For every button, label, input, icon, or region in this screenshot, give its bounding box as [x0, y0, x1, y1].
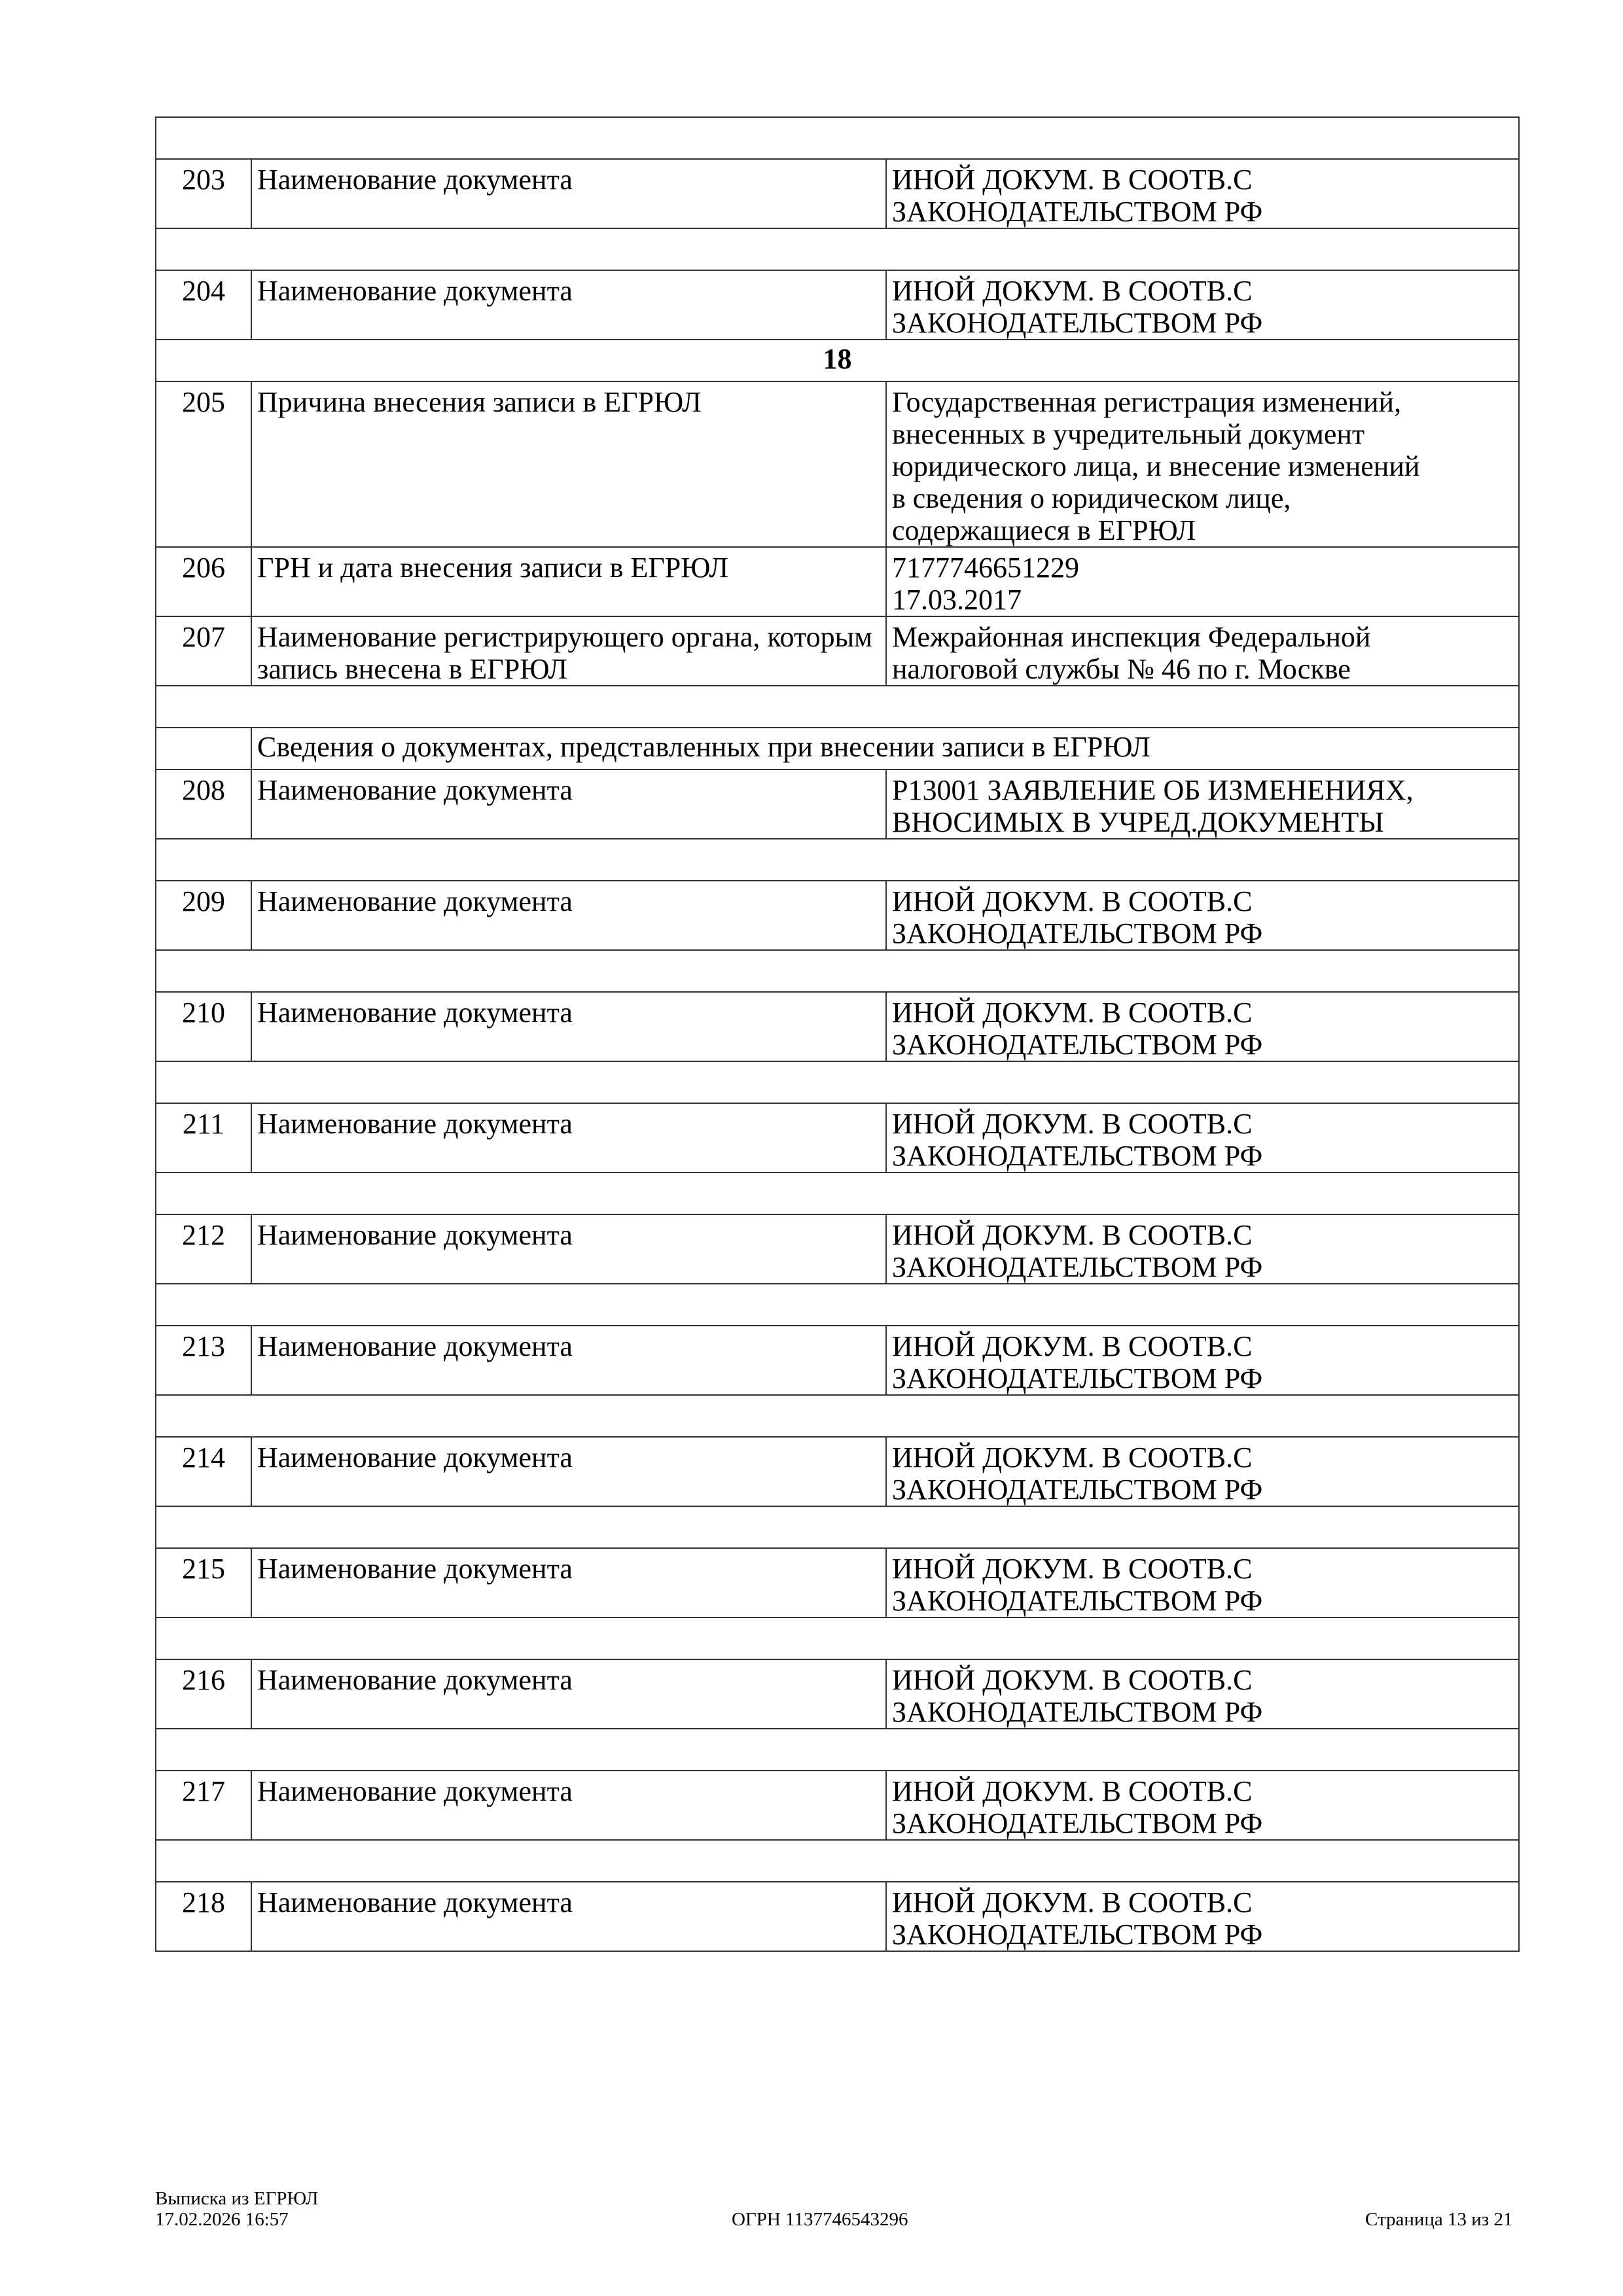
blank-cell — [156, 1173, 1519, 1214]
field-value-line: 17.03.2017 — [892, 584, 1022, 616]
field-value-line: Межрайонная инспекция Федеральной — [892, 621, 1371, 653]
row-number: 211 — [156, 1103, 251, 1173]
footer-doc-title: Выписка из ЕГРЮЛ — [155, 2188, 319, 2209]
field-label: Наименование документа — [251, 1771, 886, 1840]
table-row — [156, 1548, 1519, 1617]
egrul-table — [155, 116, 1520, 1952]
field-value — [886, 1548, 1519, 1617]
field-value — [886, 1882, 1519, 1951]
table-row — [156, 1214, 1519, 1284]
table-row — [156, 270, 1519, 340]
field-label: Наименование документа — [251, 881, 886, 950]
field-value-line: Р13001 ЗАЯВЛЕНИЕ ОБ ИЗМЕНЕНИЯХ, — [892, 774, 1414, 806]
field-value-line: ИНОЙ ДОКУМ. В СООТВ.С — [892, 1775, 1253, 1807]
table-row — [156, 769, 1519, 839]
row-number: 204 — [156, 270, 251, 340]
blank-row — [156, 1395, 1519, 1437]
field-value-line: налоговой службы № 46 по г. Москве — [892, 653, 1351, 685]
table-row — [156, 547, 1519, 616]
table-row — [156, 1882, 1519, 1951]
blank-cell — [156, 839, 1519, 881]
blank-cell — [156, 950, 1519, 992]
blank-row — [156, 117, 1519, 159]
table-row — [156, 1659, 1519, 1729]
row-number: 216 — [156, 1659, 251, 1729]
field-value-line: юридического лица, и внесение изменений — [892, 450, 1420, 482]
field-label: Наименование документа — [251, 1659, 886, 1729]
field-value — [886, 1103, 1519, 1173]
field-value-line: ИНОЙ ДОКУМ. В СООТВ.С — [892, 1664, 1253, 1696]
field-label: Наименование документа — [251, 1214, 886, 1284]
empty-number-cell — [156, 728, 251, 769]
table-row — [156, 1103, 1519, 1173]
blank-cell — [156, 1840, 1519, 1882]
field-value-line: ЗАКОНОДАТЕЛЬСТВОМ РФ — [892, 917, 1263, 949]
blank-cell — [156, 228, 1519, 270]
field-value-line: 7177746651229 — [892, 552, 1079, 584]
field-value-line: ИНОЙ ДОКУМ. В СООТВ.С — [892, 275, 1253, 307]
field-label: Причина внесения записи в ЕГРЮЛ — [251, 381, 886, 547]
field-value — [886, 1214, 1519, 1284]
table-row — [156, 1326, 1519, 1395]
field-value — [886, 270, 1519, 340]
field-value-line: ИНОЙ ДОКУМ. В СООТВ.С — [892, 1886, 1253, 1918]
table-row — [156, 381, 1519, 547]
footer-datetime: 17.02.2026 16:57 — [155, 2209, 289, 2230]
field-value-line: ИНОЙ ДОКУМ. В СООТВ.С — [892, 1330, 1253, 1362]
table-row — [156, 881, 1519, 950]
field-label: Наименование документа — [251, 270, 886, 340]
field-label: Наименование документа — [251, 1437, 886, 1506]
row-number: 203 — [156, 159, 251, 228]
section-header-row — [156, 340, 1519, 381]
row-number: 218 — [156, 1882, 251, 1951]
field-value-line: внесенных в учредительный документ — [892, 418, 1365, 450]
blank-cell — [156, 1284, 1519, 1326]
row-number: 206 — [156, 547, 251, 616]
row-number: 209 — [156, 881, 251, 950]
field-value-line: ЗАКОНОДАТЕЛЬСТВОМ РФ — [892, 307, 1263, 339]
field-value — [886, 547, 1519, 616]
field-value-line: ЗАКОНОДАТЕЛЬСТВОМ РФ — [892, 1362, 1263, 1394]
field-label: Наименование документа — [251, 769, 886, 839]
blank-cell — [156, 1729, 1519, 1771]
field-value-line: ЗАКОНОДАТЕЛЬСТВОМ РФ — [892, 1807, 1263, 1839]
row-number: 217 — [156, 1771, 251, 1840]
field-label: Наименование документа — [251, 1548, 886, 1617]
field-label: Наименование документа — [251, 159, 886, 228]
table-row — [156, 159, 1519, 228]
field-label: ГРН и дата внесения записи в ЕГРЮЛ — [251, 547, 886, 616]
row-number: 210 — [156, 992, 251, 1061]
blank-row — [156, 1840, 1519, 1882]
field-value-line: ИНОЙ ДОКУМ. В СООТВ.С — [892, 1441, 1253, 1474]
blank-cell — [156, 1506, 1519, 1548]
blank-row — [156, 1173, 1519, 1214]
field-value-line: Государственная регистрация изменений, — [892, 386, 1402, 418]
row-number: 215 — [156, 1548, 251, 1617]
blank-row — [156, 1284, 1519, 1326]
field-value-line: ИНОЙ ДОКУМ. В СООТВ.С — [892, 164, 1253, 196]
field-value-line: ВНОСИМЫХ В УЧРЕД.ДОКУМЕНТЫ — [892, 806, 1384, 838]
blank-row — [156, 228, 1519, 270]
blank-row — [156, 950, 1519, 992]
blank-row — [156, 1506, 1519, 1548]
field-value-line: ИНОЙ ДОКУМ. В СООТВ.С — [892, 885, 1253, 917]
row-number: 214 — [156, 1437, 251, 1506]
field-value-line: ИНОЙ ДОКУМ. В СООТВ.С — [892, 1553, 1253, 1585]
field-value — [886, 381, 1519, 547]
field-value — [886, 1326, 1519, 1395]
field-value — [886, 881, 1519, 950]
field-label: Наименование документа — [251, 1882, 886, 1951]
blank-cell — [156, 1395, 1519, 1437]
field-value-line: в сведения о юридическом лице, — [892, 482, 1291, 514]
field-value — [886, 1437, 1519, 1506]
subheader-title: Сведения о документах, представленных при внесении записи в ЕГРЮЛ — [251, 728, 1519, 769]
field-value — [886, 1771, 1519, 1840]
field-value-line: ЗАКОНОДАТЕЛЬСТВОМ РФ — [892, 1696, 1263, 1728]
field-value-line: ЗАКОНОДАТЕЛЬСТВОМ РФ — [892, 1029, 1263, 1061]
field-label: Наименование документа — [251, 1326, 886, 1395]
field-value — [886, 769, 1519, 839]
field-label: Наименование документа — [251, 992, 886, 1061]
blank-row — [156, 1617, 1519, 1659]
blank-cell — [156, 686, 1519, 728]
footer-page-number: Страница 13 из 21 — [1365, 2209, 1513, 2230]
subheader-row — [156, 728, 1519, 769]
table-row — [156, 616, 1519, 686]
field-value-line: ЗАКОНОДАТЕЛЬСТВОМ РФ — [892, 1918, 1263, 1951]
field-value-line: ЗАКОНОДАТЕЛЬСТВОМ РФ — [892, 1140, 1263, 1172]
blank-row — [156, 1729, 1519, 1771]
field-value — [886, 992, 1519, 1061]
row-number: 207 — [156, 616, 251, 686]
blank-row — [156, 686, 1519, 728]
blank-cell — [156, 1061, 1519, 1103]
field-value-line: ИНОЙ ДОКУМ. В СООТВ.С — [892, 997, 1253, 1029]
row-number: 213 — [156, 1326, 251, 1395]
blank-cell — [156, 117, 1519, 159]
table-row — [156, 1437, 1519, 1506]
field-label: Наименование документа — [251, 1103, 886, 1173]
field-value — [886, 616, 1519, 686]
section-number: 18 — [156, 340, 1519, 381]
table-row — [156, 1771, 1519, 1840]
field-value-line: ИНОЙ ДОКУМ. В СООТВ.С — [892, 1219, 1253, 1251]
field-value — [886, 1659, 1519, 1729]
table-row — [156, 992, 1519, 1061]
row-number: 205 — [156, 381, 251, 547]
footer-ogrn: ОГРН 1137746543296 — [732, 2209, 908, 2230]
field-value-line: ЗАКОНОДАТЕЛЬСТВОМ РФ — [892, 1251, 1263, 1283]
field-label: Наименование регистрирующего органа, которым запись внесена в ЕГРЮЛ — [251, 616, 886, 686]
blank-cell — [156, 1617, 1519, 1659]
row-number: 208 — [156, 769, 251, 839]
field-value — [886, 159, 1519, 228]
field-value-line: ЗАКОНОДАТЕЛЬСТВОМ РФ — [892, 1474, 1263, 1506]
footer-left — [155, 2188, 318, 2230]
field-value-line: ЗАКОНОДАТЕЛЬСТВОМ РФ — [892, 1585, 1263, 1617]
field-value-line: содержащиеся в ЕГРЮЛ — [892, 514, 1196, 546]
field-value-line: ИНОЙ ДОКУМ. В СООТВ.С — [892, 1108, 1253, 1140]
blank-row — [156, 839, 1519, 881]
blank-row — [156, 1061, 1519, 1103]
row-number: 212 — [156, 1214, 251, 1284]
field-value-line: ЗАКОНОДАТЕЛЬСТВОМ РФ — [892, 196, 1263, 228]
